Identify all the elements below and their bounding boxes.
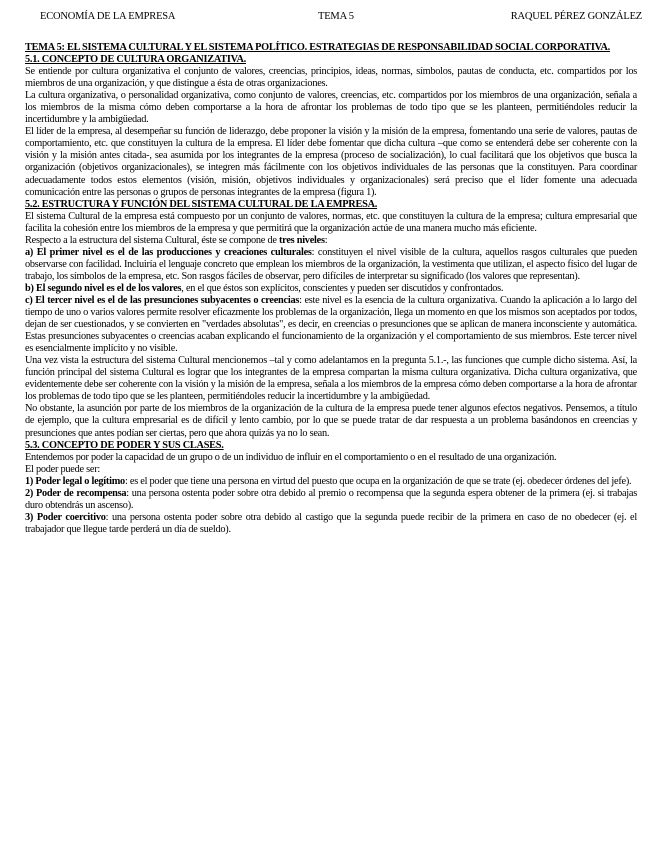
paragraph (25, 235, 637, 247)
list-item-label: 1) Poder legal o legítimo (25, 475, 125, 487)
paragraph: No obstante, la asunción por parte de los miembros de la organización de la cultura de la empresa puede tener algunos efectos negativos. Pensemos, a título de ejemplo, que la cultura empresarial es de difícil y lento cambio, por lo que se puede tratar de dar respuesta a un problema basándonos en creencias y presunciones que antes podían ser ciertas, pero que ahora quizás ya no lo sean. (25, 403, 637, 439)
list-item-text: : es el poder que tiene una persona en virtud del puesto que ocupa en la organización de que se trate (ej. obedecer órdenes del jefe). (124, 475, 632, 487)
list-item-label: 2) Poder de recompensa (25, 487, 127, 499)
paragraph: Entendemos por poder la capacidad de un grupo o de un individuo de influir en el comportamiento o en el resultado de una organización. (25, 451, 557, 463)
paragraph: Una vez vista la estructura del sistema Cultural mencionemos –tal y como adelantamos en la pregunta 5.1.-, las funciones que cumple dicho sistema. Así, la función principal del sistema Cultural es lograr que los integrantes de la empresa compartan la misma cultura organizativa. Dicha cultura organizativa, que evidentemente debe ser coherente con la visión y la misión de la empresa, señala a los miembros de la empresa cómo deben comportarse a la hora de afrontar los problemas de todo tipo que se les planteen, permitiéndoles reducir la incertidumbre y la ambigüedad. (25, 355, 637, 403)
paragraph: El líder de la empresa, al desempeñar su función de liderazgo, debe proponer la visión y la misión de la empresa, fomentando una serie de valores, pautas de comportamiento, etc. que constituyen la cultura de la empresa. El líder debe fomentar que dicha cultura –que como se entenderá debe ser coherente con la visión y la misión antes citada-, sea asumida por los integrantes de la empresa (proceso de socialización), lo cual facilitará que los objetivos que busca la organización (objetivos organizacionales), se integren más fácilmente con los objetivos individuales de las personas que la constituyen. Para coordinar adecuadamente todos estos elementos (visión, misión, objetivos individuales y organizacionales) será preciso que el líder fomente una adecuada comunicación entre las personas o grupos de personas integrantes de la empresa (figura 1). (25, 126, 637, 198)
list-item-text: , en el que éstos son explícitos, conscientes y pueden ser discutidos y confrontados. (181, 282, 504, 294)
header-topic: TEMA 5 (318, 11, 354, 22)
list-item (25, 247, 637, 283)
paragraph-text: Respecto a la estructura del sistema Cultural, éste se compone de (25, 234, 279, 246)
list-item-text: : una persona ostenta poder sobre otra debido al premio o recompensa que la segunda espera obtener de la primera (ej. si trabajas duro obtendrás un ascenso). (25, 487, 637, 511)
list-item-label: a) El primer nivel es el de las producciones y creaciones culturales (25, 246, 312, 258)
section-heading-5-1: 5.1. CONCEPTO DE CULTURA ORGANIZATIVA. (25, 54, 246, 66)
list-item-label: b) El segundo nivel es el de los valores (25, 282, 182, 294)
section-heading-5-3: 5.3. CONCEPTO DE PODER Y SUS CLASES. (25, 439, 224, 451)
list-item-text: : este nivel es la esencia de la cultura organizativa. Cuando la aplicación a lo largo del tiempo de uno o varios valores permite resolver eficazmente los problemas de la organización, llega un momento en que los mismos son aceptados por todos, dejan de ser cuestionados, y se convierten en "verdades absolutas", es decir, en creencias o presunciones que se aplican de manera inconsciente y automática. Estas presunciones subyacentes o creencias acaban explicando el funcionamiento de la organización y el comportamiento de sus miembros. Este tercer nivel es esencialmente implícito y no visible. (25, 294, 637, 355)
emphasis-text: tres niveles (279, 234, 325, 246)
document-body (25, 42, 637, 536)
list-item-text: : una persona ostenta poder sobre otra debido al castigo que la segunda puede recibir de la primera en caso de no obedecer (ej. el trabajador que llegue tarde perderá un día de sueldo). (25, 511, 637, 535)
paragraph: El sistema Cultural de la empresa está compuesto por un conjunto de valores, normas, etc. que constituyen la cultura de la empresa; cultura empresarial que facilita la cohesión entre los miembros de la empresa y que permitirá que la organización actúe de una manera mucho más eficiente. (25, 210, 637, 234)
list-item-label: 3) Poder coercitivo (25, 511, 106, 523)
section-heading-5-2: 5.2. ESTRUCTURA Y FUNCIÓN DEL SISTEMA CULTURAL DE LA EMPRESA. (25, 198, 378, 210)
paragraph-text: : (324, 234, 328, 246)
list-item (25, 488, 637, 512)
list-item (25, 295, 637, 355)
paragraph: Se entiende por cultura organizativa el conjunto de valores, creencias, principios, ideas, normas, símbolos, pautas de conducta, etc. compartidos por los miembros de una organización, y que distingue a ésta de otras organizaciones. (25, 66, 637, 90)
paragraph: La cultura organizativa, o personalidad organizativa, como conjunto de valores, creencias, etc. compartidos por los miembros de una organización, señala a los miembros de la misma cómo deben comportarse a la hora de afrontar los problemas de todo tipo que se les planteen, permitiéndoles reducir la incertidumbre y la ambigüedad. (25, 90, 637, 126)
header-author: RAQUEL PÉREZ GONZÁLEZ (510, 11, 642, 22)
list-item-text: : constituyen el nivel visible de la cultura, aquellos rasgos culturales que pueden observarse con facilidad. Incluiría el lenguaje concreto que emplean los miembros de la organización, la vestimenta que utilizan, el aspecto físico del lugar de trabajo, los símbolos de la empresa, etc. Son rasgos fáciles de observar, pero difíciles de interpretar su significado (los valores que representan). (25, 246, 637, 282)
list-item-label: c) El tercer nivel es el de las presunciones subyacentes o creencias (25, 294, 300, 306)
paragraph: El poder puede ser: (25, 463, 101, 475)
document-title: TEMA 5: EL SISTEMA CULTURAL Y EL SISTEMA POLÍTICO. ESTRATEGIAS DE RESPONSABILIDAD SOCIAL CORPORATIVA. (25, 42, 610, 53)
list-item (25, 512, 637, 536)
list-item (25, 476, 637, 488)
header-subject: ECONOMÍA DE LA EMPRESA (40, 11, 176, 22)
page-header (0, 11, 656, 27)
list-item (25, 283, 637, 295)
